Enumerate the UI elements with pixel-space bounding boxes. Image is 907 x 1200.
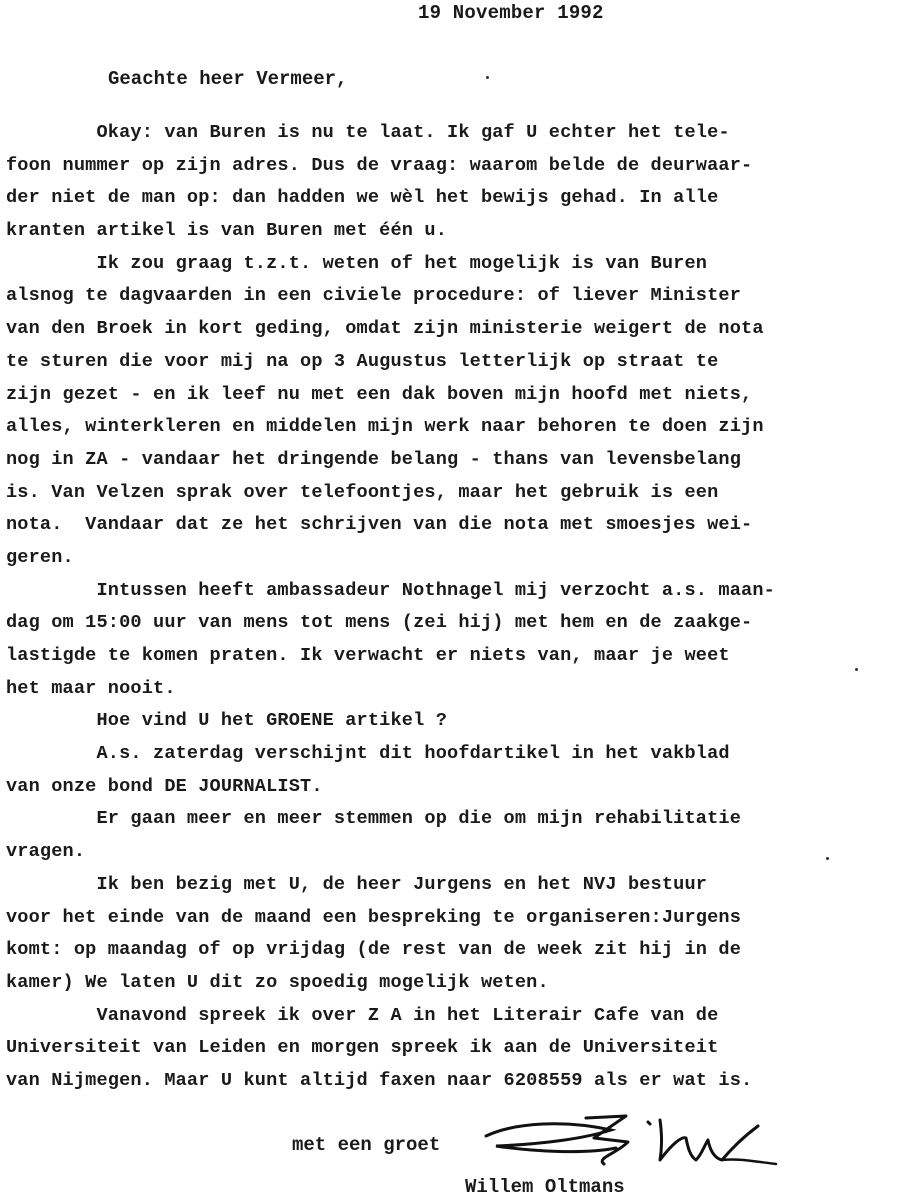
paper-speck [855, 668, 858, 671]
letter-line: kranten artikel is van Buren met één u. [6, 220, 448, 242]
letter-line: lastigde te komen praten. Ik verwacht er niets van, maar je weet [6, 645, 730, 666]
letter-line: is. Van Velzen sprak over telefoontjes, maar het gebruik is een [6, 481, 719, 503]
letter-line: Universiteit van Leiden en morgen spreek ik aan de Universiteit [6, 1037, 719, 1059]
letter-line: van den Broek in kort geding, omdat zijn ministerie weigert de nota [6, 318, 764, 340]
letter-line: komt: op maandag of op vrijdag (de rest van de week zit hij in de [6, 939, 742, 961]
letter-line: vragen. [6, 841, 86, 863]
letter-line: voor het einde van de maand een bespreking te organiseren:Jurgens [6, 906, 742, 928]
letter-body [6, 117, 906, 1098]
letter-line: Okay: van Buren is nu te laat. Ik gaf U echter het tele- [6, 122, 730, 143]
signatory-name: Willem Oltmans [465, 1176, 625, 1198]
letter-line: te sturen die voor mij na op 3 Augustus letterlijk op straat te [6, 350, 719, 372]
letter-line: der niet de man op: dan hadden we wèl het bewijs gehad. In alle [6, 187, 719, 209]
letter-line: van onze bond DE JOURNALIST. [6, 775, 323, 797]
letter-line: geren. [6, 546, 74, 568]
salutation: Geachte heer Vermeer, [108, 68, 348, 90]
letter-line: dag om 15:00 uur van mens tot mens (zei hij) met hem en de zaakge- [6, 612, 753, 634]
letter-line: zijn gezet - en ik leef nu met een dak boven mijn hoofd met niets, [6, 383, 753, 405]
letter-line: het maar nooit. [6, 677, 176, 699]
letter-line: A.s. zaterdag verschijnt dit hoofdartikel in het vakblad [6, 743, 730, 765]
handwritten-signature [476, 1108, 806, 1168]
letter-line: foon nummer op zijn adres. Dus de vraag: waarom belde de deurwaar- [6, 154, 753, 176]
letter-line: Ik ben bezig met U, de heer Jurgens en het NVJ bestuur [6, 873, 708, 895]
letter-line: alsnog te dagvaarden in een civiele procedure: of liever Minister [6, 285, 742, 307]
letter-line: Vanavond spreek ik over Z A in het Literair Cafe van de [6, 1004, 719, 1026]
letter-line: alles, winterkleren en middelen mijn werk naar behoren te doen zijn [6, 416, 764, 438]
letter-line: Ik zou graag t.z.t. weten of het mogelijk is van Buren [6, 252, 708, 274]
paper-speck [826, 857, 829, 860]
closing-phrase: met een groet [292, 1134, 441, 1156]
letter-date: 19 November 1992 [418, 2, 604, 24]
paper-speck [486, 76, 489, 79]
letter-line: kamer) We laten U dit zo spoedig mogelijk weten. [6, 971, 549, 993]
letter-line: Intussen heeft ambassadeur Nothnagel mij verzocht a.s. maan- [6, 579, 775, 601]
letter-line: van Nijmegen. Maar U kunt altijd faxen naar 6208559 als er wat is. [6, 1069, 753, 1091]
letter-line: nota. Vandaar dat ze het schrijven van die nota met smoesjes wei- [6, 514, 753, 536]
letter-line: Er gaan meer en meer stemmen op die om mijn rehabilitatie [6, 808, 742, 830]
letter-line: nog in ZA - vandaar het dringende belang - thans van levensbelang [6, 448, 742, 470]
letter-line: Hoe vind U het GROENE artikel ? [6, 710, 448, 732]
